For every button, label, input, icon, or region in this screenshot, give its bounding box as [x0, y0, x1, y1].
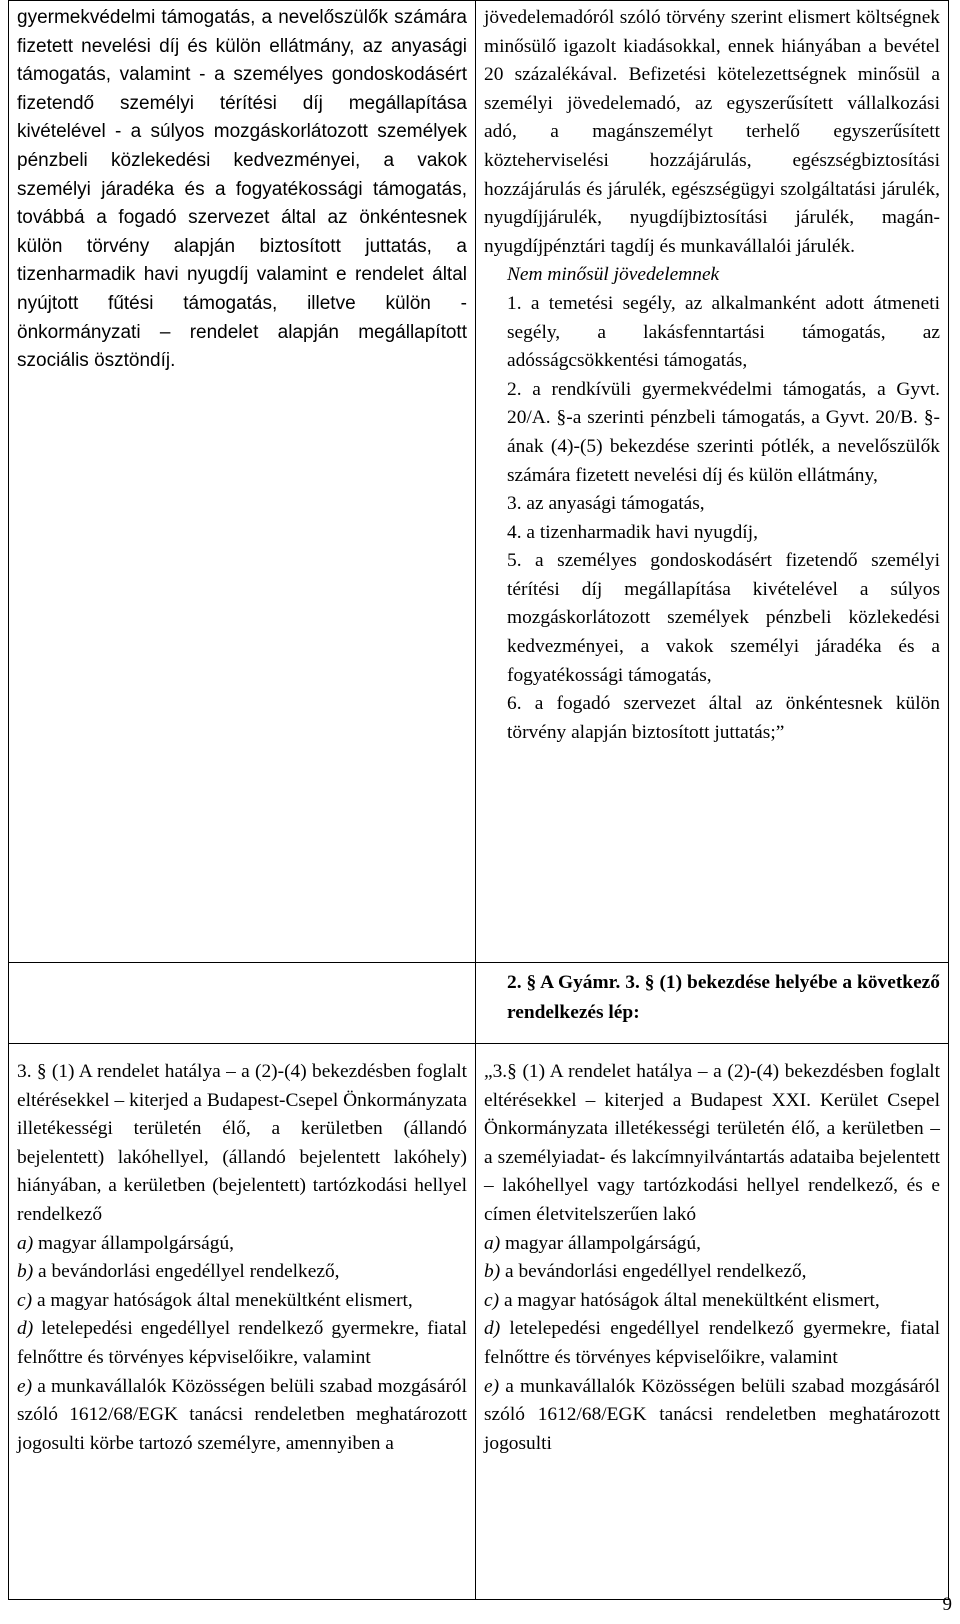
right-cell [476, 0, 949, 963]
list-item: c) a magyar hatóságok által menekültként elismert, [484, 1289, 880, 1311]
section-heading: 2. § A Gyámr. 3. § (1) bekezdése helyébe a következő rendelkezés lép: [507, 972, 940, 1023]
list-item: a) magyar állampolgárságú, [484, 1232, 702, 1254]
table-row [8, 1044, 949, 1600]
table-row [8, 963, 949, 1044]
list-item: a) magyar állampolgárságú, [17, 1232, 235, 1254]
left-paragraph: gyermekvédelmi támogatás, a nevelőszülők számára fizetett nevelési díj és külön ellátmány, az anyasági támogatás, valamint - a személyes gondoskodásért fizetendő személyi térítési díj megállapítása kivételével - a súlyos mozgáskorlátozott személyek pénzbeli közlekedési kedvezményei, a vakok személyi járadéka és a fogyatékossági támogatás, továbbá a fogadó szervezet által az önkéntesnek külön törvény alapján biztosított juttatás, a tizenharmadik havi nyugdíj valamint e rendelet által nyújtott fűtési támogatás, illetve külön - önkormányzati – rendelet alapján megállapított szociális ösztöndíj. [17, 7, 467, 372]
list-item: c) a magyar hatóságok által menekültként elismert, [17, 1289, 413, 1311]
list-item: 4. a tizenharmadik havi nyugdíj, [507, 521, 758, 543]
list-item: e) a munkavállalók Közösségen belüli szabad mozgásáról szóló 1612/68/EGK tanácsi rendeletben meghatározott jogosulti körbe tartozó személyre, amennyiben a [17, 1375, 467, 1454]
left-paragraph: 3. § (1) A rendelet hatálya – a (2)-(4) bekezdésben foglalt eltérésekkel – kiterjed a Budapest-Csepel Önkormányzata illetékességi területén élő, a kerületben (állandó bejelentett) lakóhellyel, (állandó bejelentett lakóhely) hiányában, a kerületben (bejelentett) tartózkodási hellyel rendelkező [17, 1061, 467, 1225]
list-item: b) a bevándorlási engedéllyel rendelkező, [17, 1261, 340, 1283]
left-cell [8, 0, 476, 963]
list-item: 6. a fogadó szervezet által az önkéntesnek külön törvény alapján biztosított juttatás;” [507, 693, 940, 743]
right-subheading: Nem minősül jövedelemnek [507, 264, 720, 286]
page-number: 9 [942, 1594, 952, 1615]
list-item: 2. a rendkívüli gyermekvédelmi támogatás, a Gyvt. 20/A. §-a szerinti pénzbeli támogatás, a Gyvt. 20/B. §-ának (4)-(5) bekezdése szerinti pótlék, a nevelőszülők számára fizetett nevelési díj és külön ellátmány, [507, 378, 940, 486]
table-row [8, 0, 949, 963]
list-item: 3. az anyasági támogatás, [507, 493, 705, 515]
right-cell [476, 963, 949, 1044]
list-item: d) letelepedési engedéllyel rendelkező gyermekre, fiatal felnőttre és törvényes képviselőikre, valamint [17, 1318, 467, 1368]
list-item: b) a bevándorlási engedéllyel rendelkező, [484, 1261, 807, 1283]
right-cell [476, 1044, 949, 1600]
left-cell [8, 963, 476, 1044]
right-paragraph: jövedelemadóról szóló törvény szerint elismert költségnek minősülő igazolt kiadásokkal, ennek hiányában a bevétel 20 százalékával. Befizetési kötelezettségnek minősül a személyi jövedelemadó, az egyszerűsített vállalkozási adó, a magánszemélyt terhelő egyszerűsített közteherviselési hozzájárulás, egészségbiztosítási hozzájárulás és járulék, egészségügyi szolgáltatási járulék, nyugdíjjárulék, nyugdíjbiztosítási járulék, magán-nyugdíjpénztári tagdíj és munkavállalói járulék. [484, 7, 940, 257]
list-item: d) letelepedési engedéllyel rendelkező gyermekre, fiatal felnőttre és törvényes képviselőikre, valamint [484, 1318, 940, 1368]
list-item: 5. a személyes gondoskodásért fizetendő személyi térítési díj megállapítása kivételével a súlyos mozgáskorlátozott személyek pénzbeli közlekedési kedvezményei, a vakok személyi járadéka és a fogyatékossági támogatás, [507, 550, 940, 686]
list-item: 1. a temetési segély, az alkalmanként adott átmeneti segély, a lakásfenntartási támogatás, az adósságcsökkentési támogatás, [507, 292, 940, 372]
list-item: e) a munkavállalók Közösségen belüli szabad mozgásáról szóló 1612/68/EGK tanácsi rendeletben meghatározott jogosulti [484, 1375, 940, 1454]
comparison-table [8, 0, 949, 1600]
left-cell [8, 1044, 476, 1600]
right-paragraph: „3.§ (1) A rendelet hatálya – a (2)-(4) bekezdésben foglalt eltérésekkel – kiterjed a Budapest XXI. Kerület Csepel Önkormányzata illetékességi területén élő, a kerületben – a személyiadat- és lakcímnyilvántartás adataiba bejelentett – lakóhellyel vagy tartózkodási hellyel rendelkező, és e címen életvitelszerűen lakó [484, 1061, 940, 1225]
